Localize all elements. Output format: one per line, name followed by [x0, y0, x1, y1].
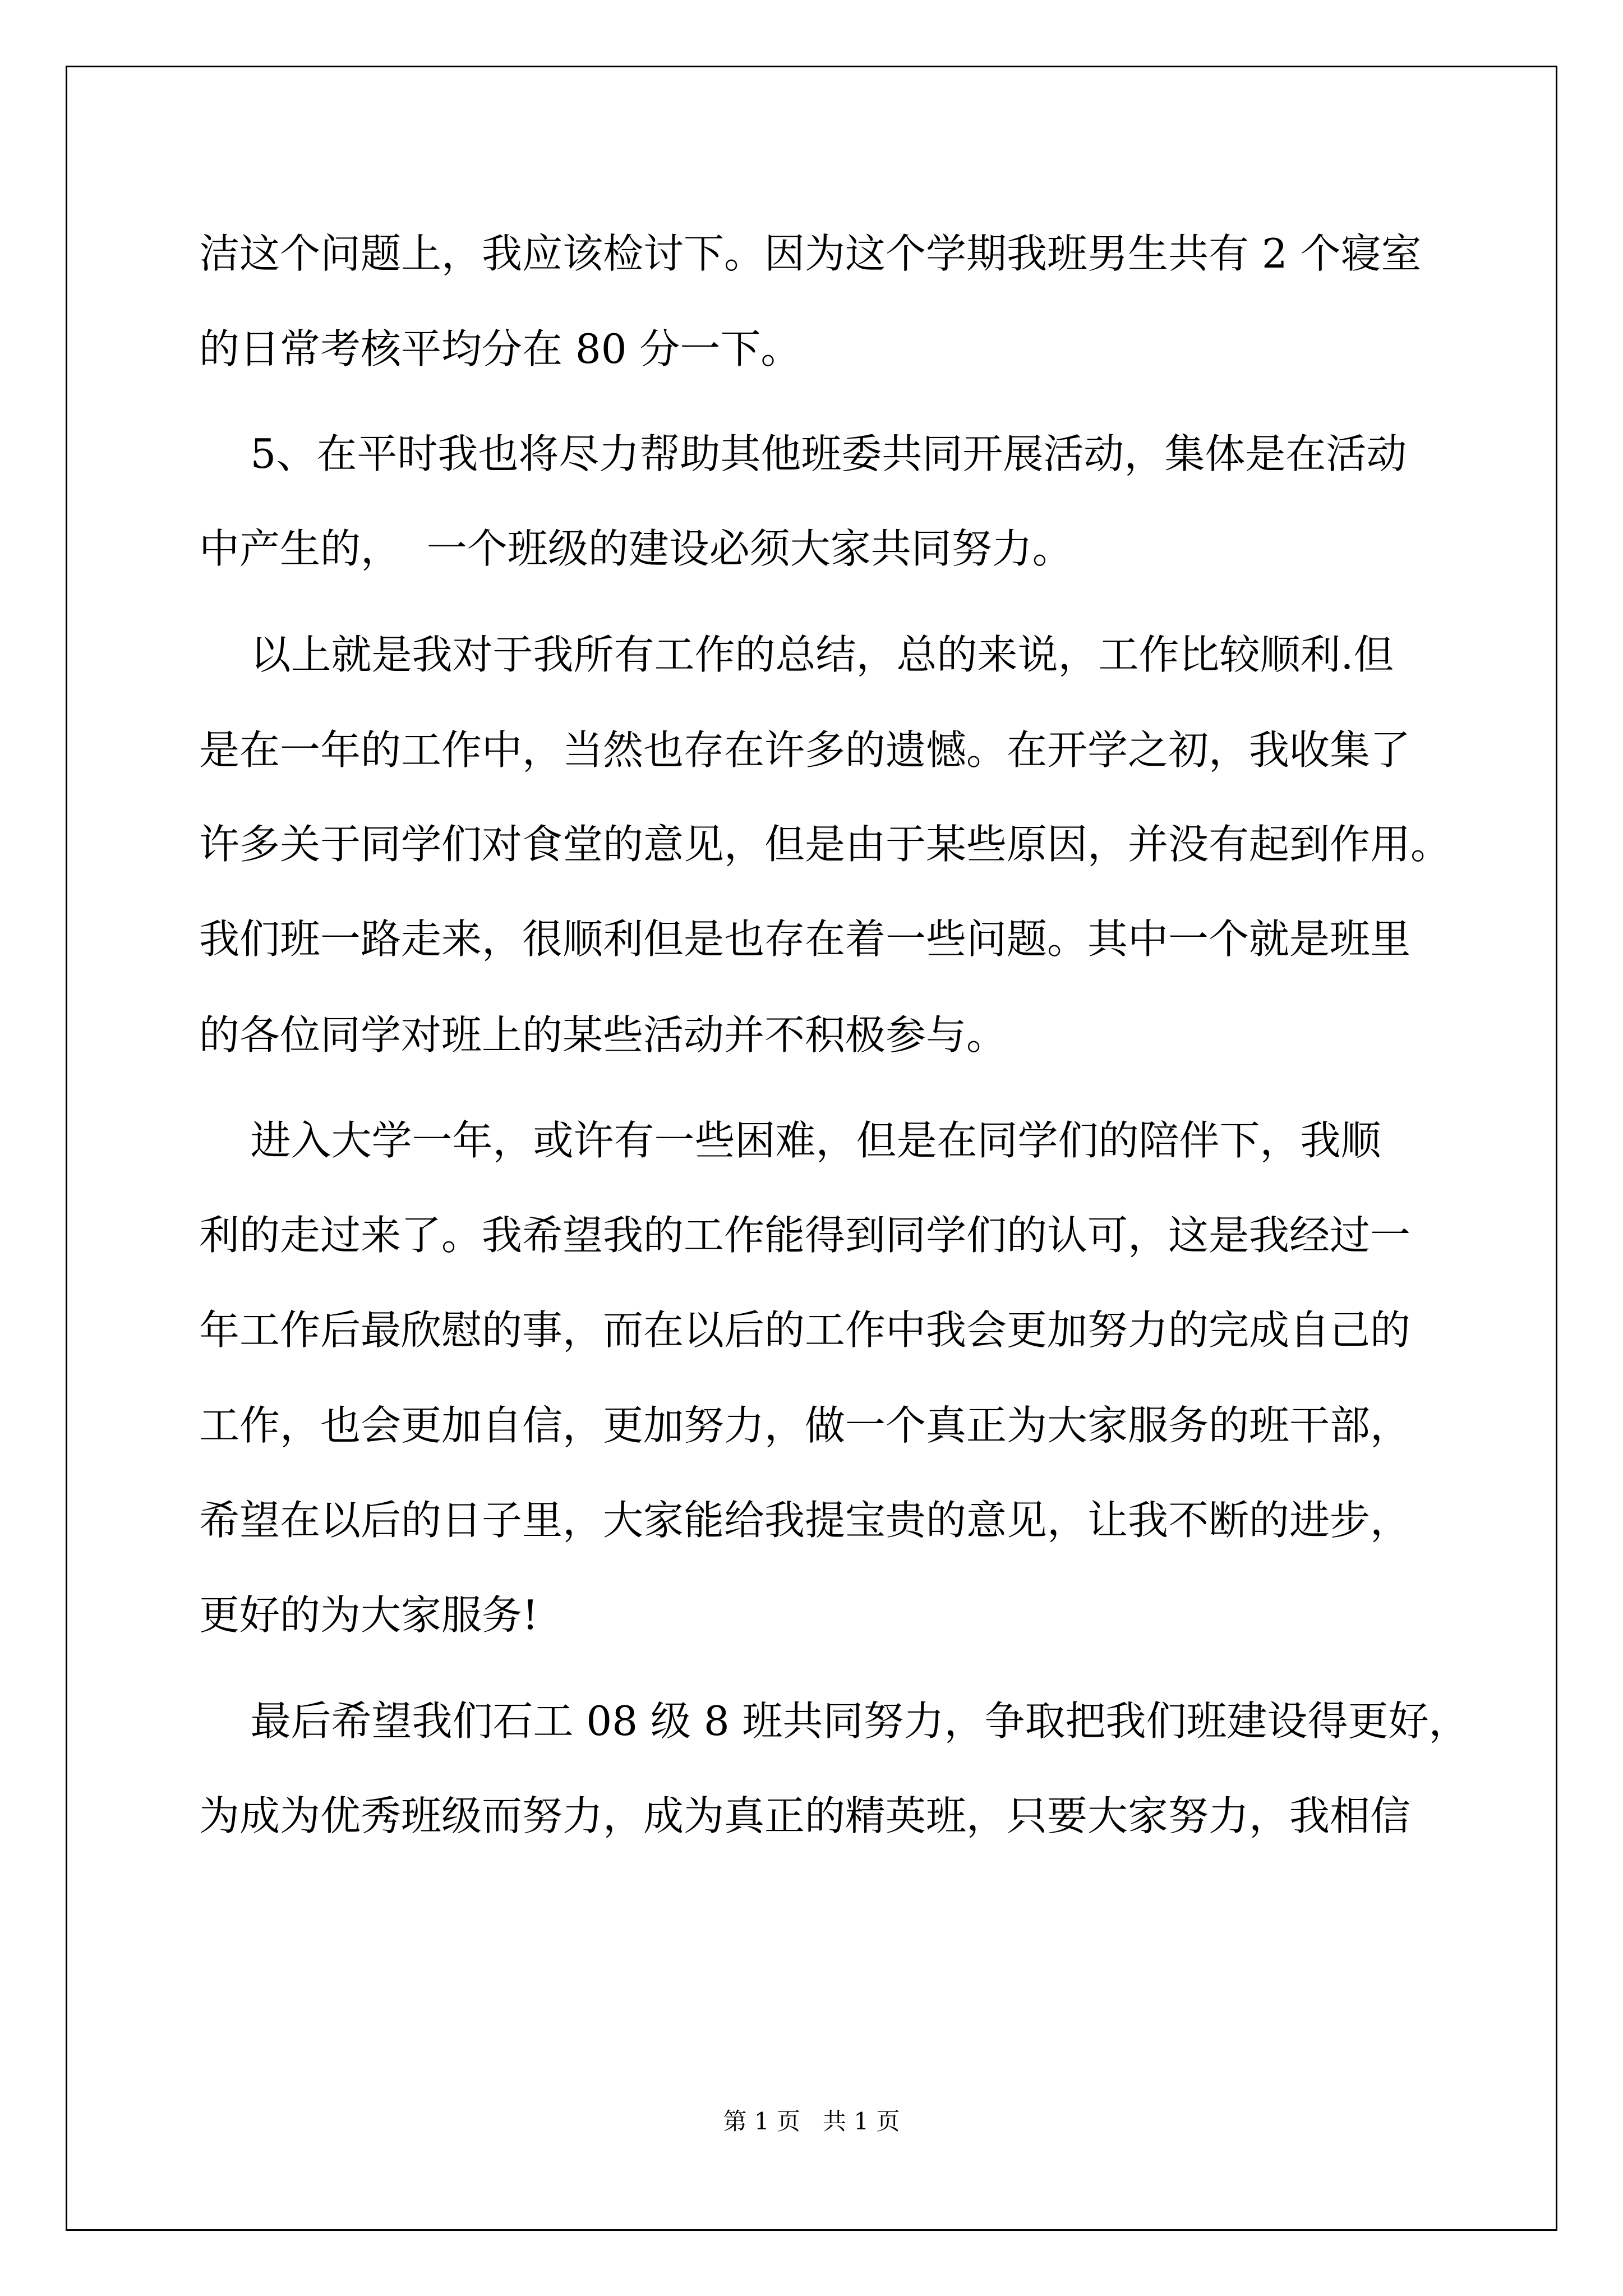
text-line: 希望在以后的日子里，大家能给我提宝贵的意见，让我不断的进步，	[199, 1497, 1411, 1544]
text-line: 洁这个问题上，我应该检讨下。因为这个学期我班男生共有 2 个寝室	[199, 230, 1422, 277]
text-line: 进入大学一年，或许有一些困难，但是在同学们的陪伴下，我顺	[199, 1117, 1381, 1164]
text-line: 为成为优秀班级而努力，成为真正的精英班，只要大家努力，我相信	[199, 1792, 1411, 1839]
text-line: 许多关于同学们对食堂的意见，但是由于某些原因，并没有起到作用。	[199, 821, 1451, 868]
text-line: 中产生的， 一个班级的建设必须大家共同努力。	[199, 525, 1073, 572]
text-line: 工作，也会更加自信，更加努力，做一个真正为大家服务的班干部，	[199, 1402, 1411, 1449]
text-line: 以上就是我对于我所有工作的总结，总的来说，工作比较顺利.但	[199, 631, 1394, 678]
text-line: 的各位同学对班上的某些活动并不积极参与。	[199, 1011, 1007, 1059]
text-line: 我们班一路走来，很顺利但是也存在着一些问题。其中一个就是班里	[199, 915, 1411, 963]
text-line: 最后希望我们石工 08 级 8 班共同努力，争取把我们班建设得更好，	[199, 1697, 1469, 1745]
text-line: 更好的为大家服务!	[199, 1591, 538, 1639]
text-line: 5、在平时我也将尽力帮助其他班委共同开展活动，集体是在活动	[199, 430, 1407, 477]
text-line: 是在一年的工作中，当然也存在许多的遗憾。在开学之初，我收集了	[199, 726, 1411, 774]
page-number-footer: 第 1 页 共 1 页	[723, 2108, 900, 2135]
text-line: 利的走过来了。我希望我的工作能得到同学们的认可，这是我经过一	[199, 1212, 1411, 1259]
text-line: 年工作后最欣慰的事，而在以后的工作中我会更加努力的完成自己的	[199, 1306, 1411, 1354]
text-line: 的日常考核平均分在 80 分一下。	[199, 325, 801, 372]
